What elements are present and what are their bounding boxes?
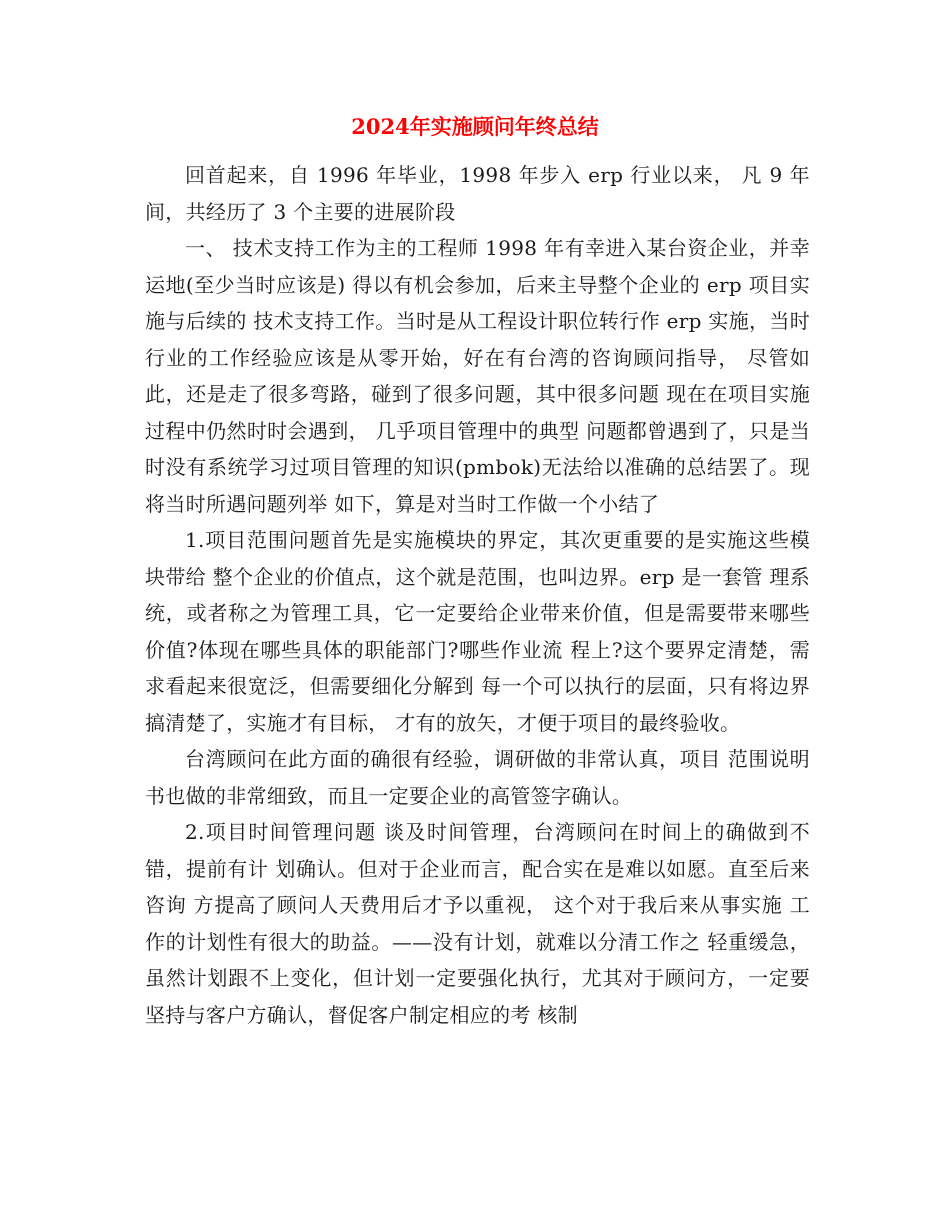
paragraph-taiwan-consultant: 台湾顾问在此方面的确很有经验，调研做的非常认真，项目 范围说明书也做的非常细致，而且一定要企业的高管签字确认。 — [145, 747, 810, 808]
paragraph-stage-one: 一、 技术支持工作为主的工程师 1998 年有幸进入某台资企业，并幸运地(至少当时应该是) 得以有机会参加，后来主导整个企业的 erp 项目实施与后续的 技术支持工作。当时是从工程设计职位转行作 erp 实施，当时 行业的工作经验应该是从零开始，好在有台湾的咨询顾问指导， 尽管如此，还是走了很多弯路，碰到了很多问题，其中很多问题 现在在项目实施过程中仍然时时会遇到， 几乎项目管理中的典型 问题都曾遇到了，只是当时没有系统学习过项目管理的知识(pmbok)无法给以准确的总结罢了。现将当时所遇问题列举 如下，算是对当时工作做一个小结了 — [145, 236, 810, 516]
document-body — [145, 157, 810, 1033]
paragraph-time-management: 2.项目时间管理问题 谈及时间管理，台湾顾问在时间上的确做到不错，提前有计 划确认。但对于企业而言，配合实在是难以如愿。直至后来咨询 方提高了顾问人天费用后才予以重视， 这个对于我后来从事实施 工作的计划性有很大的助益。——没有计划，就难以分清工作之 轻重缓急，虽然计划跟不上变化，但计划一定要强化执行，尤其对于顾问方，一定要坚持与客户方确认，督促客户制定相应的考 核制 — [145, 820, 810, 1027]
document-title: 2024年实施顾问年终总结 — [351, 114, 599, 139]
paragraph-scope-issue: 1.项目范围问题首先是实施模块的界定，其次更重要的是实施这些模块带给 整个企业的价值点，这个就是范围，也叫边界。erp 是一套管 理系统，或者称之为管理工具，它一定要给企业带来价值，但是需要带来哪些价值?体现在哪些具体的职能部门?哪些作业流 程上?这个要界定清楚，需求看起来很宽泛，但需要细化分解到 每一个可以执行的层面，只有将边界搞清楚了，实施才有目标， 才有的放矢，才便于项目的最终验收。 — [145, 528, 810, 735]
paragraph-intro: 回首起来，自 1996 年毕业，1998 年步入 erp 行业以来， 凡 9 年间，共经历了 3 个主要的进展阶段 — [145, 163, 810, 224]
